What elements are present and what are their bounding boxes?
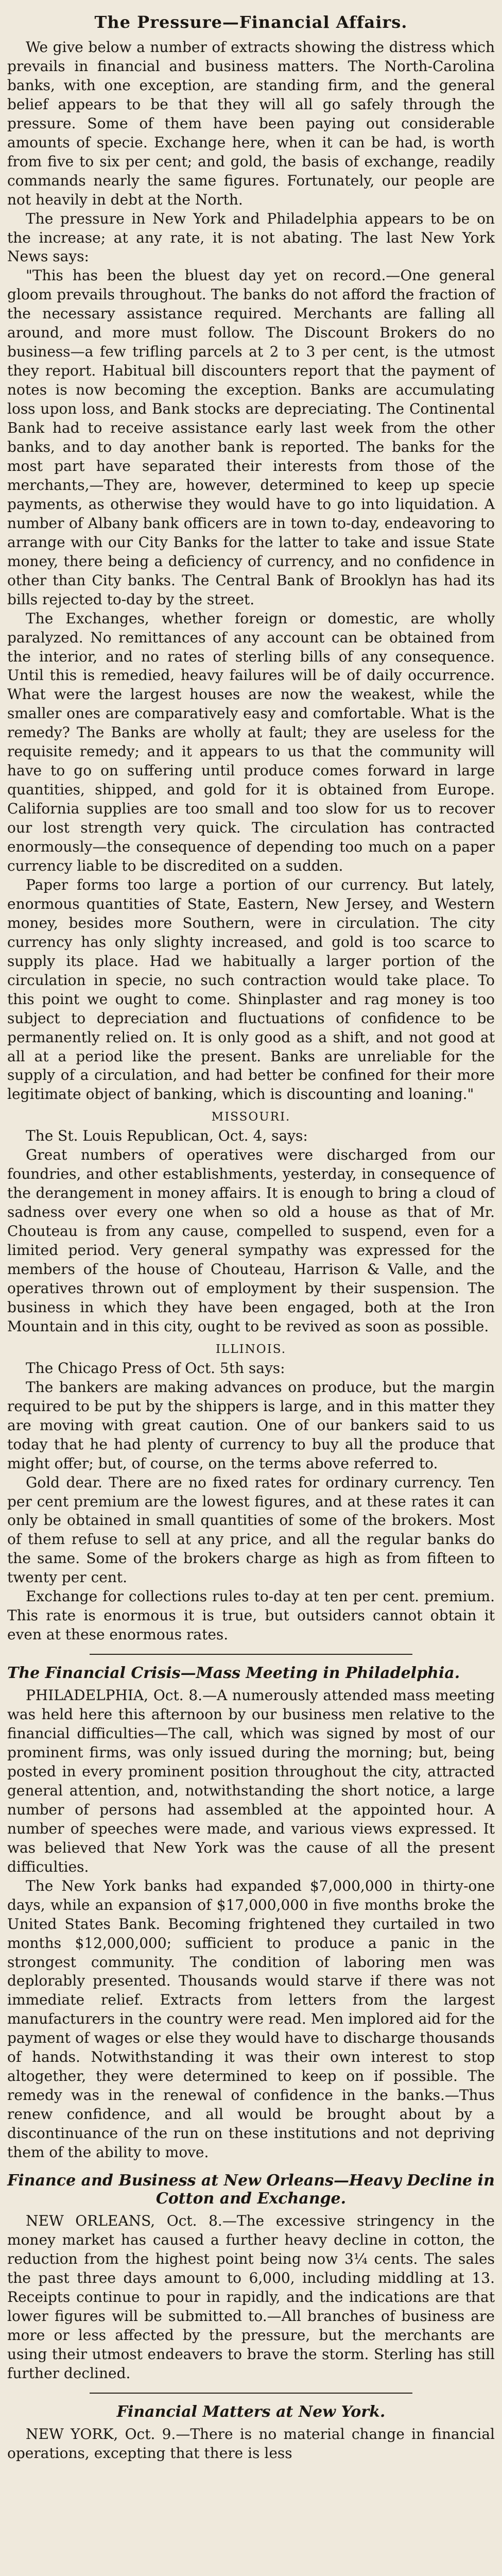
new-orleans-heading: Finance and Business at New Orleans—Heavy Decline in Cotton and Exchange.	[7, 2171, 495, 2208]
missouri-heading: MISSOURI.	[211, 1110, 291, 1124]
article-paragraph: We give below a number of extracts showing the distress which prevails in financial and business matters. The North-Carolina banks, with one exception, are standing firm, and the general belief appears to be that they will all go safely through the pressure. Some of them have been paying out considerable amounts of specie. Exchange here, when it can be had, is worth from five to six per cent; and gold, the basis of exchange, readily commands nearly the same figures. Fortunately, our people are not heavily in debt at the North.	[7, 39, 495, 208]
new-york-paragraph: NEW YORK, Oct. 9.—There is no material change in financial operations, excepting that there is less	[7, 2425, 495, 2462]
section-divider	[90, 1654, 412, 1655]
illinois-intro: The Chicago Press of Oct. 5th says:	[26, 1359, 285, 1377]
quoted-paragraph: "This has been the bluest day yet on record.—One general gloom prevails throughout. The banks do not afford the fraction of the necessary assistance required. Merchants are falling all around, and more must follow. The Discount Brokers do no business—a few trifling parcels at 2 to 3 per cent, is the utmost they report. Habitual bill discounters report that the payment of notes is now becoming the exception. Banks are accumulating loss upon loss, and Bank stocks are depreciating. The Continental Bank had to receive assistance early last week from the other banks, and to day another bank is reported. The banks for the most part have separated their interests from those of the merchants,—They are, however, determined to keep up specie payments, as otherwise they would have to go into liquidation. A number of Albany bank officers are in town to-day, endeavoring to arrange with our City Banks for the latter to take and issue State money, there being a deficiency of currency, and no confidence in other than City banks. The Central Bank of Brooklyn has had its bills rejected to-day by the street.	[7, 267, 495, 608]
illinois-heading: ILLINOIS.	[215, 1342, 287, 1356]
missouri-intro: The St. Louis Republican, Oct. 4, says:	[26, 1127, 308, 1145]
article-title: The Pressure—Financial Affairs.	[94, 12, 408, 32]
section-divider	[90, 2393, 412, 2394]
philadelphia-heading: The Financial Crisis—Mass Meeting in Philadelphia.	[7, 1664, 460, 1683]
illinois-paragraph: Exchange for collections rules to-day at ten per cent. premium. This rate is enormous it is true, but outsiders cannot obtain it even at these enormous rates.	[7, 1588, 495, 1643]
philadelphia-paragraph: PHILADELPHIA, Oct. 8.—A numerously attended mass meeting was held here this afternoon by our business men relative to the financial difficulties—The call, which was signed by most of our prominent firms, was only issued during the morning; but, being posted in every prominent position throughout the city, attracted general attention, and, notwithstanding the short notice, a large number of persons had assembled at the appointed hour. A number of speeches were made, and various views expressed. It was believed that New York was the cause of all the present difficulties.	[7, 1687, 495, 1875]
missouri-paragraph: Great numbers of operatives were discharged from our foundries, and other establishments, yesterday, in consequence of the derangement in money affairs. It is enough to bring a cloud of sadness over every one when so old a house as that of Mr. Chouteau is from any cause, compelled to suspend, even for a limited period. Very general sympathy was expressed for the members of the house of Chouteau, Harrison & Valle, and the operatives thrown out of employment by their suspension. The business in which they have been engaged, both at the Iron Mountain and in this city, ought to be revived as soon as possible.	[7, 1146, 495, 1335]
illinois-paragraph: Gold dear. There are no fixed rates for ordinary currency. Ten per cent premium are the lowest figures, and at these rates it can only be obtained in small quantities of some of the brokers. Most of them refuse to sell at any price, and all the regular banks do the same. Some of the brokers charge as high as from fifteen to twenty per cent.	[7, 1473, 495, 1586]
article-paragraph: The pressure in New York and Philadelphia appears to be on the increase; at any rate, it is not abating. The last New York News says:	[7, 210, 495, 265]
newspaper-column	[7, 0, 495, 2463]
philadelphia-paragraph: The New York banks had expanded $7,000,000 in thirty-one days, while an expansion of $17,000,000 in five months broke the United States Bank. Becoming frightened they curtailed in two months $12,000,000; sufficient to produce a panic in the strongest community. The condition of laboring men was deplorably presented. Thousands would starve if there was not immediate relief. Extracts from letters from the largest manufacturers in the country were read. Men implored aid for the payment of wages or else they would have to discharge thousands of hands. Notwithstanding it was their own interest to stop altogether, they were determined to keep on if possible. The remedy was in the renewal of confidence in the banks.—Thus renew confidence, and all would be brought about by a discontinuance of the run on these institutions and not depriving them of the ability to move.	[7, 1877, 495, 2161]
quoted-paragraph: Paper forms too large a portion of our currency. But lately, enormous quantities of State, Eastern, New Jersey, and Western money, besides more Southern, were in circulation. The city currency has only slighty increased, and gold is too scarce to supply its place. Had we habitually a larger portion of the circulation in specie, no such contraction would take place. To this point we ought to come. Shinplaster and rag money is too subject to depreciation and fluctuations of confidence to be permanently relied on. It is only good as a shift, and not good at all at a period like the present. Banks are unreliable for the supply of a circulation, and had better be confined for their more legitimate object of banking, which is discounting and loaning."	[7, 876, 495, 1103]
new-york-heading: Financial Matters at New York.	[116, 2402, 386, 2421]
new-orleans-paragraph: NEW ORLEANS, Oct. 8.—The excessive stringency in the money market has caused a further heavy decline in cotton, the reduction from the highest point being now 3¼ cents. The sales the past three days amount to 6,000, including middling at 13. Receipts continue to pour in rapidly, and the indications are that lower figures will be submitted to.—All branches of business are more or less affected by the pressure, but the merchants are using their utmost endeavers to brave the storm. Sterling has still further declined.	[7, 2212, 495, 2382]
quoted-paragraph: The Exchanges, whether foreign or domestic, are wholly paralyzed. No remittances of any account can be obtained from the interior, and no rates of sterling bills of any consequence. Until this is remedied, heavy failures will be of daily occurrence. What were the largest houses are now the weakest, while the smaller ones are comparatively easy and comfortable. What is the remedy? The Banks are wholly at fault; they are useless for the requisite remedy; and it appears to us that the community will have to go on suffering until produce comes forward in large quantities, shipped, and gold for it is obtained from Europe. California supplies are too small and too slow for us to recover our lost strength very quick. The circulation has contracted enormously—the consequence of depending too much on a paper currency liable to be discredited on a sudden.	[7, 609, 495, 874]
illinois-paragraph: The bankers are making advances on produce, but the margin required to be put by the shippers is large, and in this matter they are moving with great caution. One of our bankers said to us today that he had plenty of currency to buy all the produce that might offer; but, of course, on the terms above referred to.	[7, 1378, 495, 1472]
